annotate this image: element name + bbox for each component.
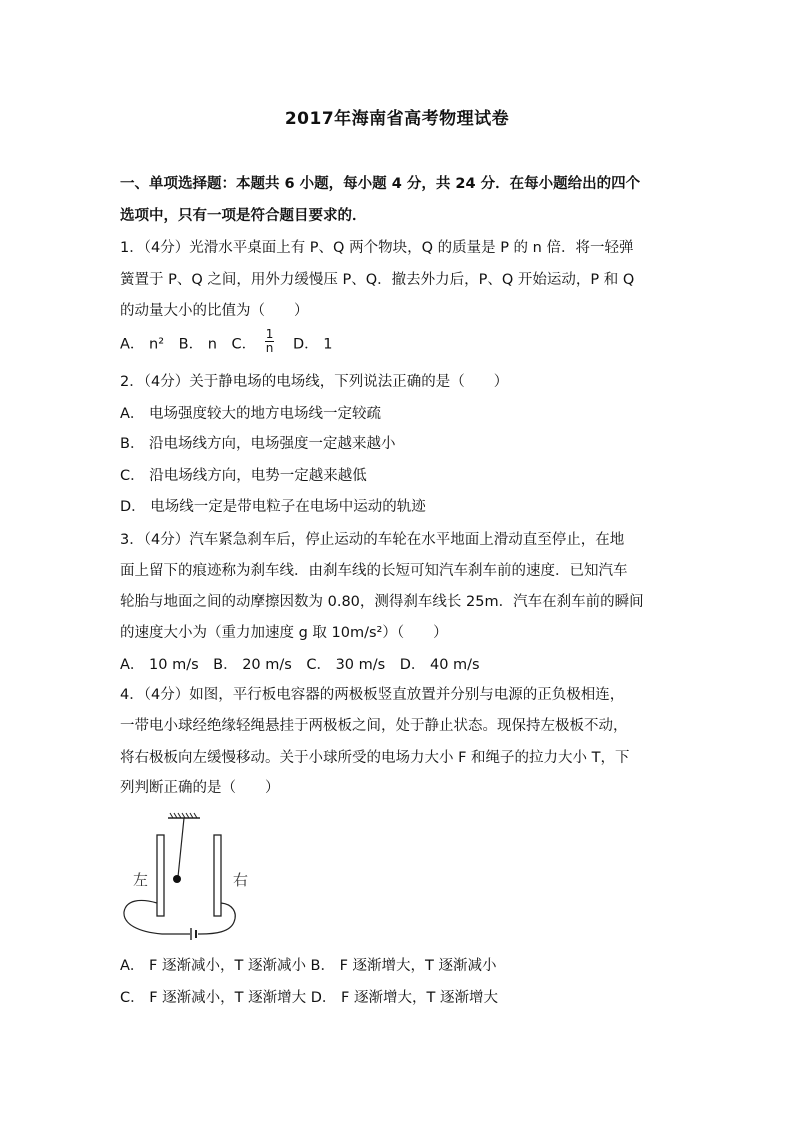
q4-stem-line3: 将右极板向左缓慢移动。关于小球所受的电场力大小 F 和绳子的拉力大小 T，下	[120, 750, 630, 766]
q3-stem-line1: 3．（4分）汽车紧急刹车后，停止运动的车轮在水平地面上滑动直至停止，在地	[120, 532, 625, 548]
q2-option-d: D． 电场线一定是带电粒子在电场中运动的轨迹	[120, 499, 426, 515]
q3-stem-line4: 的速度大小为（重力加速度 g 取 10m/s²）（ ）	[120, 625, 448, 641]
q1-option-c: C．	[231, 336, 257, 353]
q4-stem-line2: 一带电小球经绝缘轻绳悬挂于两极板之间，处于静止状态。现保持左极板不动，	[120, 718, 628, 734]
q4-stem-line4: 列判断正确的是（ ）	[120, 780, 280, 796]
q2-option-b: B． 沿电场线方向，电场强度一定越来越小	[120, 436, 396, 452]
charged-ball	[173, 875, 181, 883]
ceiling-hatch	[170, 813, 197, 818]
q3-stem-line3: 轮胎与地面之间的动摩擦因数为 0.80，测得刹车线长 25m．汽车在刹车前的瞬间	[120, 594, 644, 610]
q2-stem: 2．（4分）关于静电场的电场线，下列说法正确的是（ ）	[120, 374, 509, 390]
q3-stem-line2: 面上留下的痕迹称为刹车线．由刹车线的长短可知汽车刹车前的速度．已知汽车	[120, 563, 628, 579]
fraction-numerator: 1	[265, 327, 274, 341]
q2-option-c: C． 沿电场线方向，电势一定越来越低	[120, 468, 367, 484]
left-plate	[157, 835, 164, 916]
section-heading-line2: 选项中，只有一项是符合题目要求的．	[120, 208, 367, 224]
right-plate	[214, 835, 221, 916]
right-label: 右	[233, 871, 249, 889]
capacitor-figure	[120, 808, 260, 948]
q1-option-d: D． 1	[292, 336, 333, 353]
q1-option-a: A． n²	[120, 336, 165, 353]
q4-options-ab: A． F 逐渐减小，T 逐渐减小 B． F 逐渐增大，T 逐渐减小	[120, 958, 497, 974]
q1-option-b: B． n	[178, 336, 217, 353]
q2-option-a: A． 电场强度较大的地方电场线一定较疏	[120, 406, 382, 422]
section-heading-line1: 一、单项选择题：本题共 6 小题，每小题 4 分，共 24 分．在每小题给出的四个	[120, 176, 641, 192]
insulating-string	[178, 818, 184, 877]
q1-stem-line2: 簧置于 P、Q 之间，用外力缓慢压 P、Q．撤去外力后，P、Q 开始运动，P 和 Q	[120, 272, 635, 288]
q1-options	[120, 327, 333, 355]
q1-stem-line3: 的动量大小的比值为（ ）	[120, 303, 309, 319]
left-label: 左	[133, 871, 149, 889]
fraction-denominator: n	[265, 341, 274, 355]
q4-options-cd: C． F 逐渐减小，T 逐渐增大 D． F 逐渐增大，T 逐渐增大	[120, 990, 498, 1006]
q4-stem-line1: 4．（4分）如图，平行板电容器的两极板竖直放置并分别与电源的正负极相连，	[120, 687, 625, 703]
q1-option-c-fraction	[265, 328, 275, 355]
q1-stem-line1: 1．（4分）光滑水平桌面上有 P、Q 两个物块，Q 的质量是 P 的 n 倍．将一轻弹	[120, 240, 634, 256]
q3-options: A． 10 m/s B． 20 m/s C． 30 m/s D． 40 m/s	[120, 657, 480, 673]
exam-title: 2017年海南省高考物理试卷	[284, 109, 510, 129]
